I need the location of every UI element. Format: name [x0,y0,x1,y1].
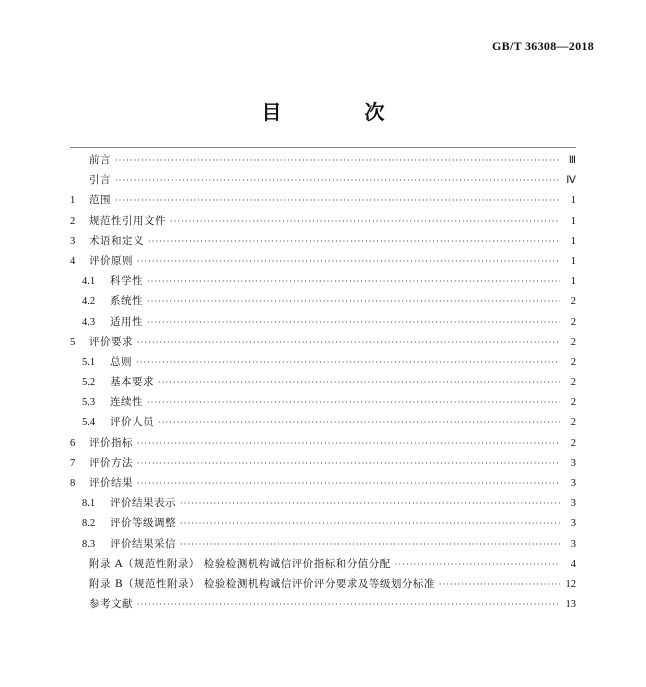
toc-page-number: 1 [570,195,576,207]
toc-leader [147,313,560,333]
toc-title: 评价原则 [89,254,133,267]
toc-title: 评价要求 [89,335,133,348]
toc-title: 范围 [89,194,111,207]
toc-title: 规范性引用文件 [89,214,166,227]
toc-top-rule [70,147,576,148]
toc-number: 4.1 [82,276,96,288]
toc-title: 术语和定义 [89,234,144,247]
toc-title: 评价等级调整 [110,517,176,530]
toc-number: 2 [70,215,76,227]
toc-number: 4.2 [82,296,96,308]
toc-entry[interactable] [70,574,576,594]
toc-page-number: 2 [570,356,576,368]
toc-title: 附录 B（规范性附录） 检验检测机构诚信评价评分要求及等级划分标准 [89,577,435,590]
toc-leader [137,252,560,272]
toc-number: 5.2 [82,377,96,389]
toc-page-number: 2 [570,316,576,328]
toc-leader [158,413,560,433]
toc-page-number: 2 [570,336,576,348]
toc-title: 参考文献 [89,598,133,611]
toc-entry[interactable] [70,150,576,170]
standard-code: GB/T 36308—2018 [492,39,594,53]
toc-page-number: 2 [570,377,576,389]
toc-title: 系统性 [110,295,143,308]
toc-number: 1 [70,195,76,207]
toc-leader [148,232,560,252]
toc-title: 评价结果表示 [110,497,176,510]
toc-leader [137,474,560,494]
toc-number: 8 [70,478,76,489]
toc-page-number: 2 [570,397,576,409]
toc-subentry[interactable] [70,493,576,513]
toc-page-number: 4 [570,558,576,570]
toc-subentry[interactable] [70,534,576,554]
toc-title: 总则 [110,355,132,368]
toc-page-number: 3 [570,478,576,489]
toc-entry[interactable] [70,453,576,473]
toc-leader [137,333,560,353]
toc-leader [180,514,560,534]
toc-page-number: 2 [570,437,576,449]
toc-number: 7 [70,457,76,469]
toc-page-number: 3 [570,498,576,510]
toc-page-number: 13 [565,599,576,611]
toc-entry[interactable] [70,190,576,210]
toc-entry[interactable] [70,554,576,574]
toc-leader [115,171,560,191]
toc-entry[interactable] [70,170,576,190]
table-of-contents [70,150,576,614]
toc-page-number: 12 [565,578,576,590]
toc-title: 连续性 [110,396,143,409]
toc-leader [147,393,560,413]
toc-subentry[interactable] [70,312,576,332]
toc-entry[interactable] [70,473,576,493]
toc-page-number: 2 [570,417,576,429]
toc-page-number: 1 [570,235,576,247]
toc-title: 评价结果采信 [110,537,176,550]
toc-number: 5.1 [82,356,96,368]
toc-number: 6 [70,437,76,449]
toc-leader [439,575,560,595]
toc-title: 适用性 [110,315,143,328]
toc-entry[interactable] [70,433,576,453]
toc-page-number: 2 [570,296,576,308]
toc-number: 5.3 [82,397,96,409]
toc-title: 附录 A（规范性附录） 检验检测机构诚信评价指标和分值分配 [89,557,391,570]
toc-title: 科学性 [110,275,143,288]
toc-number: 5 [70,336,76,348]
toc-title: 前言 [89,154,111,166]
toc-subentry[interactable] [70,352,576,372]
toc-leader [180,494,560,514]
page-title: 目 次 [261,100,423,124]
toc-page-number: 1 [570,255,576,267]
toc-title: 评价指标 [89,436,133,449]
toc-page-number: 3 [570,518,576,530]
toc-page-number: 3 [570,538,576,550]
toc-page-number: 1 [570,215,576,227]
toc-subentry[interactable] [70,513,576,533]
toc-subentry[interactable] [70,372,576,392]
toc-subentry[interactable] [70,412,576,432]
toc-entry[interactable] [70,211,576,231]
toc-leader [147,292,560,312]
toc-subentry[interactable] [70,392,576,412]
toc-page-number: Ⅳ [566,175,576,187]
toc-page-number: 1 [570,276,576,288]
toc-number: 3 [70,235,76,247]
toc-number: 4 [70,255,76,267]
toc-subentry[interactable] [70,271,576,291]
toc-title: 评价方法 [89,456,133,469]
toc-leader [137,595,560,615]
toc-leader [137,454,560,474]
toc-leader [147,272,560,292]
toc-leader [136,353,560,373]
toc-leader [115,151,560,171]
toc-title: 评价结果 [89,477,133,489]
toc-leader [180,535,560,555]
toc-leader [395,555,560,575]
toc-number: 8.3 [82,538,96,550]
toc-number: 8.2 [82,518,96,530]
toc-subentry[interactable] [70,291,576,311]
toc-number: 5.4 [82,417,96,429]
toc-leader [115,191,560,211]
toc-leader [137,434,560,454]
toc-entry[interactable] [70,332,576,352]
toc-page-number: Ⅲ [568,155,576,166]
toc-entry[interactable] [70,231,576,251]
toc-title: 评价人员 [110,416,154,429]
toc-entry[interactable] [70,251,576,271]
toc-number: 4.3 [82,316,96,328]
toc-leader [158,373,560,393]
toc-entry[interactable] [70,594,576,614]
toc-leader [170,212,560,232]
toc-number: 8.1 [82,498,96,510]
toc-title: 引言 [89,174,111,187]
toc-page-number: 3 [570,457,576,469]
toc-title: 基本要求 [110,376,154,389]
